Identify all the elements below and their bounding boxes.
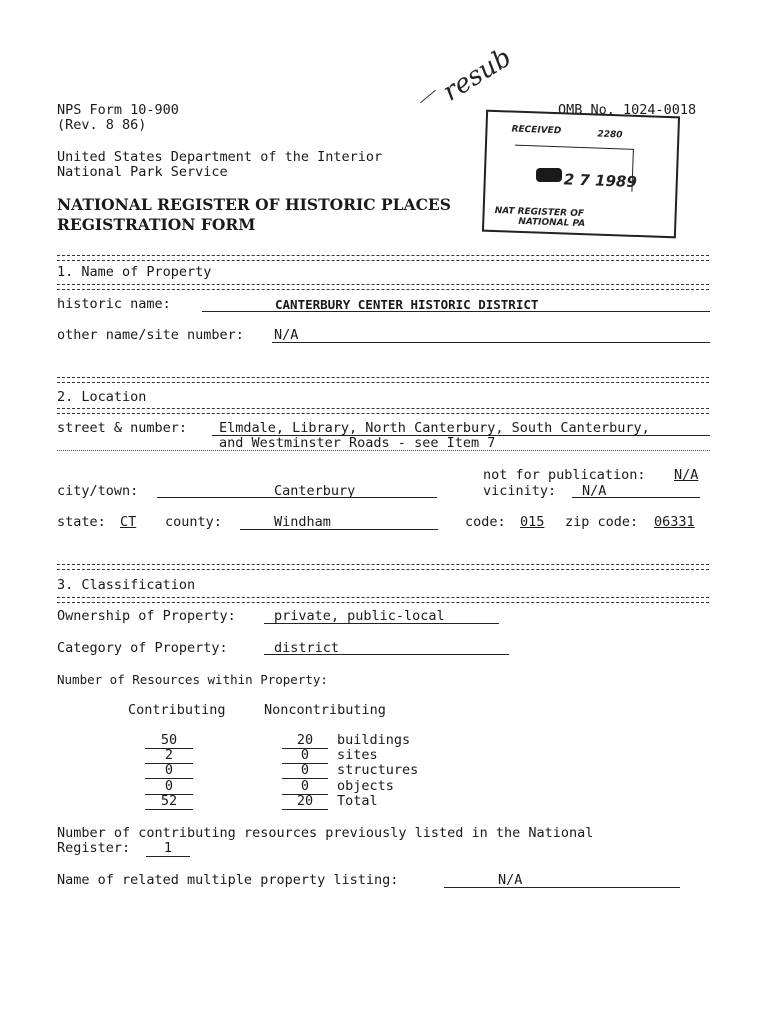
noncontributing-header: Noncontributing: [264, 702, 386, 718]
city-value[interactable]: Canterbury: [274, 483, 356, 499]
stamp-received-text: RECEIVED: [511, 124, 562, 137]
zip-value[interactable]: 06331: [654, 514, 695, 530]
noncontributing-structures[interactable]: 0: [282, 763, 328, 779]
street-value-line1[interactable]: Elmdale, Library, North Canterbury, South Canterbury,: [219, 420, 650, 436]
other-name-underline: [272, 342, 710, 343]
street-label: street & number:: [57, 420, 188, 436]
contributing-structures[interactable]: 0: [145, 763, 193, 779]
code-value[interactable]: 015: [520, 514, 545, 530]
other-name-label: other name/site number:: [57, 327, 244, 343]
county-label: county:: [165, 514, 222, 530]
stamp-date: 2 7 1989: [563, 170, 638, 191]
stamp-ink-blot: [536, 168, 562, 182]
not-for-publication-label: not for publication:: [483, 467, 646, 483]
handwritten-note: resub: [437, 42, 517, 108]
county-underline: [240, 529, 438, 530]
code-label: code:: [465, 514, 506, 530]
noncontributing-objects[interactable]: 0: [282, 779, 328, 795]
noncontributing-total[interactable]: 20: [282, 794, 328, 810]
multiple-listing-label: Name of related multiple property listing:: [57, 872, 399, 888]
historic-name-label: historic name:: [57, 296, 171, 312]
ownership-value[interactable]: private, public-local: [274, 608, 445, 624]
contributing-sites[interactable]: 2: [145, 748, 193, 764]
noncontributing-buildings[interactable]: 20: [282, 733, 328, 749]
section-divider: [57, 284, 709, 290]
category-value[interactable]: district: [274, 640, 340, 656]
section-divider: [57, 377, 709, 383]
resources-label: Number of Resources within Property:: [57, 672, 328, 687]
stamp-register-line2: NATIONAL PA: [518, 216, 586, 230]
row-label-objects: objects: [337, 778, 394, 794]
state-label: state:: [57, 514, 106, 530]
form-revision: (Rev. 8 86): [57, 117, 147, 133]
zip-label: zip code:: [565, 514, 639, 530]
row-label-sites: sites: [337, 747, 378, 763]
row-label-buildings: buildings: [337, 732, 411, 748]
street-value-line2[interactable]: and Westminster Roads - see Item 7: [219, 435, 496, 451]
section3-heading: 3. Classification: [57, 577, 196, 593]
stamp-register-line1: NAT REGISTER OF: [494, 206, 585, 220]
contributing-objects[interactable]: 0: [145, 779, 193, 795]
vicinity-value[interactable]: N/A: [582, 483, 607, 499]
section1-heading: 1. Name of Property: [57, 264, 212, 280]
previously-listed-value[interactable]: 1: [146, 841, 190, 857]
contributing-header: Contributing: [128, 702, 226, 718]
form-title-line1: NATIONAL REGISTER OF HISTORIC PLACES: [57, 195, 451, 214]
county-value[interactable]: Windham: [274, 514, 331, 530]
contributing-total[interactable]: 52: [145, 794, 193, 810]
stamp-received-code: 2280: [597, 129, 623, 141]
received-stamp: [482, 110, 680, 239]
city-label: city/town:: [57, 483, 139, 499]
historic-name-value[interactable]: CANTERBURY CENTER HISTORIC DISTRICT: [275, 297, 539, 312]
section-divider: [57, 597, 709, 603]
department-name: United States Department of the Interior: [57, 149, 383, 165]
service-name: National Park Service: [57, 164, 228, 180]
previously-listed-label: Number of contributing resources previously listed in the National: [57, 825, 594, 841]
handwriting-stroke: [420, 90, 436, 104]
section-divider: [57, 564, 709, 570]
ownership-label: Ownership of Property:: [57, 608, 236, 624]
form-title-line2: REGISTRATION FORM: [57, 215, 256, 234]
section2-heading: 2. Location: [57, 389, 147, 405]
noncontributing-sites[interactable]: 0: [282, 748, 328, 764]
vicinity-label: vicinity:: [483, 483, 557, 499]
row-label-total: Total: [337, 793, 378, 809]
omb-number: OMB No. 1024-0018: [558, 102, 697, 118]
multiple-listing-value[interactable]: N/A: [498, 872, 523, 888]
previously-listed-label-2: Register:: [57, 840, 131, 856]
row-label-structures: structures: [337, 762, 419, 778]
multiple-listing-underline: [444, 887, 680, 888]
not-for-publication-value[interactable]: N/A: [674, 467, 699, 483]
form-number: NPS Form 10-900: [57, 102, 179, 118]
state-value[interactable]: CT: [120, 514, 137, 530]
contributing-buildings[interactable]: 50: [145, 733, 193, 749]
other-name-value[interactable]: N/A: [274, 327, 299, 343]
section-divider: [57, 255, 709, 261]
section-divider: [57, 408, 709, 414]
category-label: Category of Property:: [57, 640, 228, 656]
